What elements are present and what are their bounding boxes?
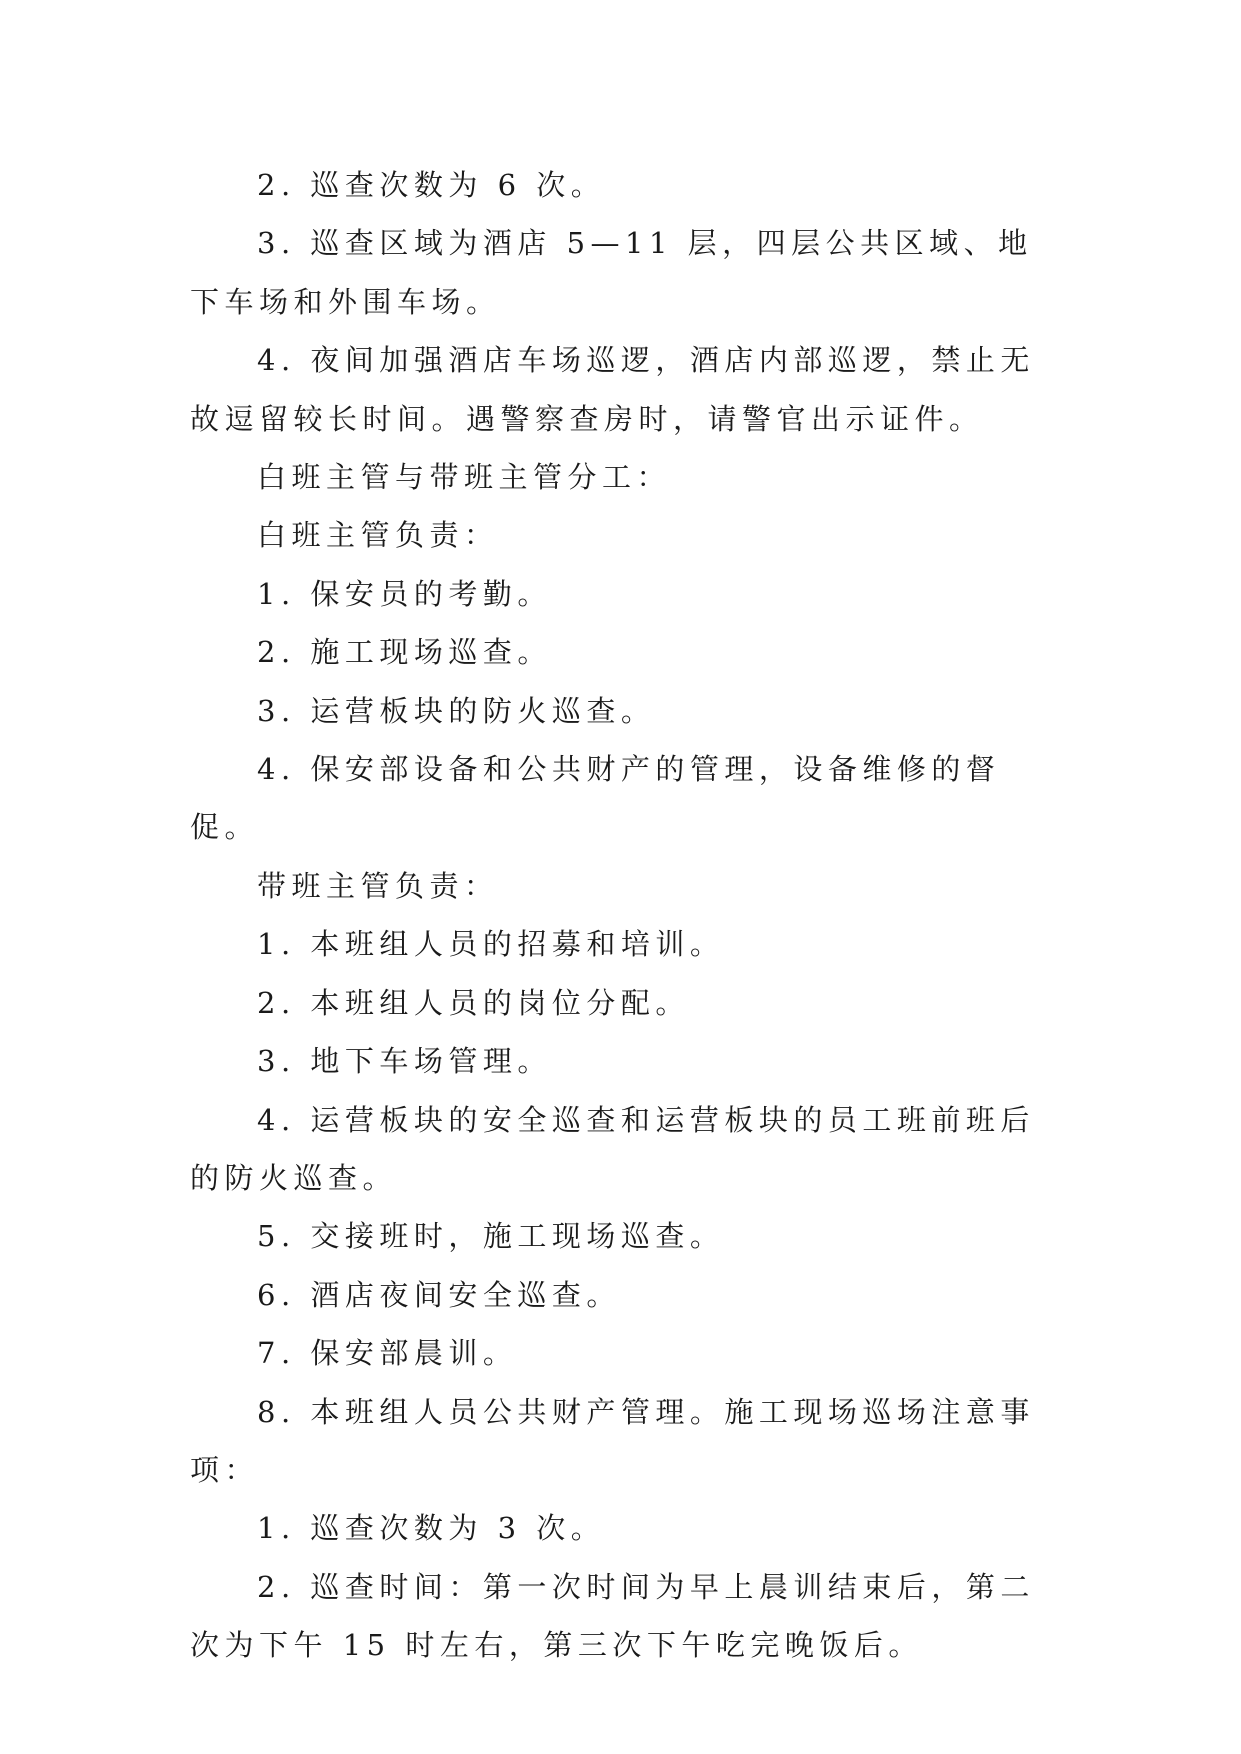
paragraph: 白班主管与带班主管分工： bbox=[257, 460, 672, 495]
paragraph: 3. 地下车场管理。 bbox=[257, 1044, 552, 1079]
document-body bbox=[190, 156, 1060, 1675]
paragraph: 2. 施工现场巡查。 bbox=[257, 635, 552, 670]
paragraph: 4. 夜间加强酒店车场巡逻，酒店内部巡逻，禁止无故逗留较长时间。遇警察查房时，请警官出示证件。 bbox=[190, 343, 1035, 436]
paragraph: 5. 交接班时，施工现场巡查。 bbox=[257, 1219, 725, 1254]
paragraph: 1. 巡查次数为 3 次。 bbox=[257, 1511, 606, 1546]
paragraph: 8. 本班组人员公共财产管理。施工现场巡场注意事项： bbox=[190, 1394, 1035, 1487]
paragraph: 3. 运营板块的防火巡查。 bbox=[257, 693, 656, 728]
paragraph: 2. 巡查次数为 6 次。 bbox=[257, 168, 606, 202]
paragraph: 带班主管负责： bbox=[257, 868, 499, 903]
paragraph: 7. 保安部晨训。 bbox=[257, 1336, 518, 1371]
paragraph: 1. 本班组人员的招募和培训。 bbox=[257, 927, 725, 962]
paragraph: 6. 酒店夜间安全巡查。 bbox=[257, 1277, 621, 1312]
paragraph: 白班主管负责： bbox=[257, 518, 499, 553]
paragraph: 4. 保安部设备和公共财产的管理，设备维修的督促。 bbox=[190, 752, 1001, 845]
paragraph: 2. 本班组人员的岗位分配。 bbox=[257, 985, 690, 1020]
paragraph: 4. 运营板块的安全巡查和运营板块的员工班前班后的防火巡查。 bbox=[190, 1102, 1035, 1195]
paragraph: 1. 保安员的考勤。 bbox=[257, 576, 552, 611]
paragraph: 2. 巡查时间：第一次时间为早上晨训结束后，第二次为下午 15 时左右，第三次下午吃完晚饭后。 bbox=[190, 1569, 1035, 1663]
paragraph: 3. 巡查区域为酒店 5—11 层，四层公共区域、地下车场和外围车场。 bbox=[190, 226, 1033, 319]
